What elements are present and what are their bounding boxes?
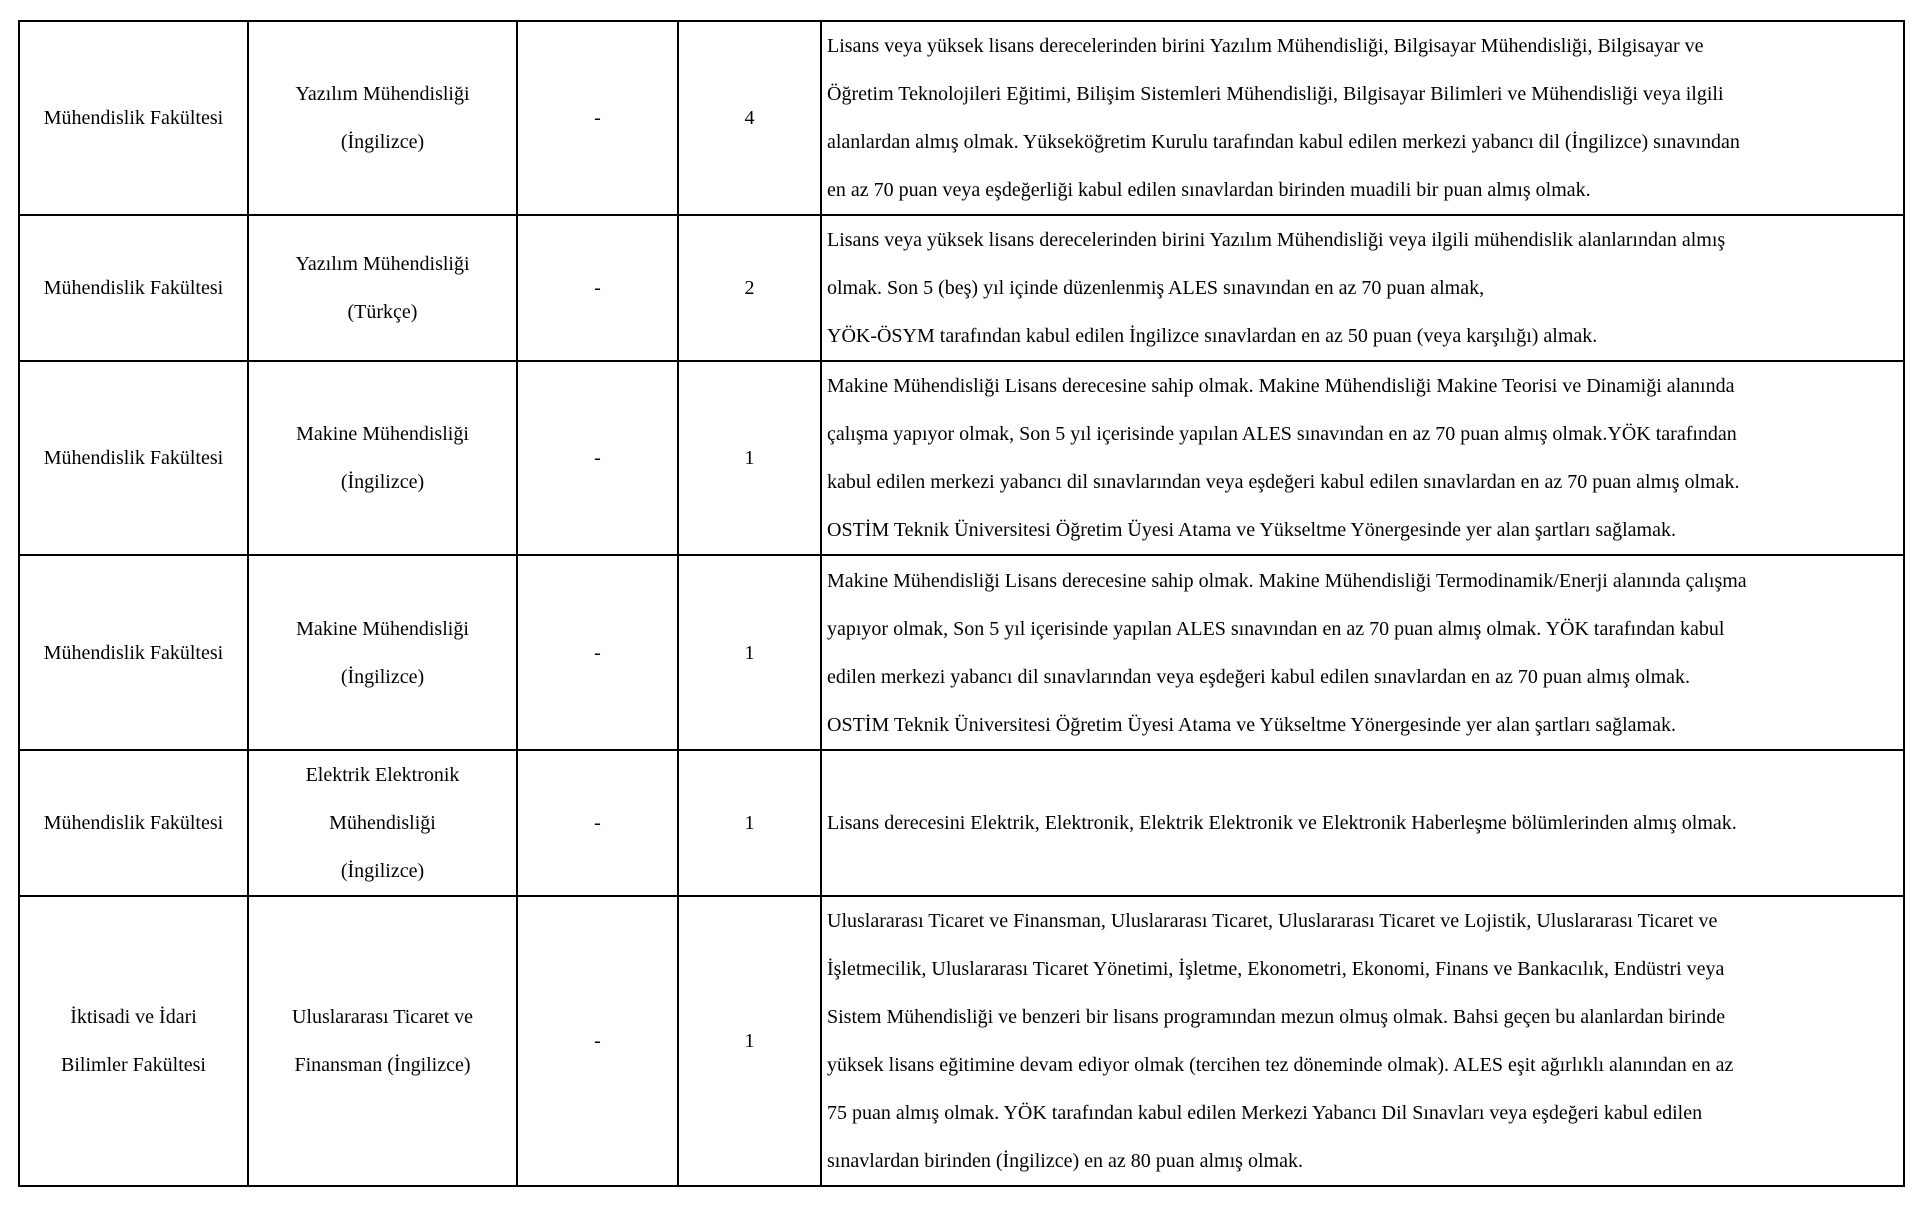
title-cell: - (517, 896, 678, 1186)
requirements-cell (821, 555, 1904, 750)
requirements-cell-line: Sistem Mühendisliği ve benzeri bir lisans programından mezun olmuş olmak. Bahsi geçen bu alanlardan birinde (827, 1006, 1726, 1028)
requirements-cell (821, 750, 1904, 896)
faculty-cell (19, 555, 248, 750)
requirements-cell-line: İşletmecilik, Uluslararası Ticaret Yönetimi, İşletme, Ekonometri, Ekonomi, Finans ve Bankacılık, Endüstri veya (827, 958, 1725, 980)
count-cell: 1 (678, 361, 821, 555)
requirements-cell-line: en az 70 puan veya eşdeğerliği kabul edilen sınavlardan birinden muadili bir puan almış olmak. (827, 179, 1591, 201)
requirements-cell-line: Makine Mühendisliği Lisans derecesine sahip olmak. Makine Mühendisliği Makine Teorisi ve Dinamiği alanında (827, 375, 1735, 397)
requirements-cell-line: alanlardan almış olmak. Yükseköğretim Kurulu tarafından kabul edilen merkezi yabancı dil (İngilizce) sınavından (827, 131, 1740, 153)
department-cell (248, 555, 517, 750)
requirements-cell-line: Öğretim Teknolojileri Eğitimi, Bilişim Sistemleri Mühendisliği, Bilgisayar Bilimleri ve Mühendisliği veya ilgili (827, 83, 1724, 105)
faculty-cell-line: Mühendislik Fakültesi (43, 277, 224, 299)
table-row (19, 215, 1904, 361)
requirements-cell-line: Lisans veya yüksek lisans derecelerinden birini Yazılım Mühendisliği veya ilgili mühendislik alanlarından almış (827, 229, 1726, 251)
faculty-cell (19, 215, 248, 361)
faculty-cell (19, 896, 248, 1186)
count-cell: 1 (678, 750, 821, 896)
requirements-cell (821, 215, 1904, 361)
positions-table (18, 20, 1905, 1187)
department-cell (248, 361, 517, 555)
table-row (19, 896, 1904, 1186)
count-cell: 4 (678, 21, 821, 215)
requirements-cell-line: Uluslararası Ticaret ve Finansman, Uluslararası Ticaret, Uluslararası Ticaret ve Lojistik, Uluslararası Ticaret ve (827, 910, 1718, 932)
department-cell-line: Makine Mühendisliği (296, 423, 469, 445)
requirements-cell-line: YÖK-ÖSYM tarafından kabul edilen İngilizce sınavlardan en az 50 puan (veya karşılığı) almak. (827, 325, 1598, 347)
department-cell (248, 21, 517, 215)
department-cell-line: Makine Mühendisliği (296, 617, 469, 640)
faculty-cell (19, 361, 248, 555)
title-cell: - (517, 21, 678, 215)
title-cell: - (517, 555, 678, 750)
requirements-cell (821, 896, 1904, 1186)
faculty-cell-line: Mühendislik Fakültesi (43, 641, 224, 664)
requirements-cell-line: Lisans veya yüksek lisans derecelerinden birini Yazılım Mühendisliği, Bilgisayar Mühendisliği, Bilgisayar ve (827, 35, 1704, 57)
requirements-cell-line: OSTİM Teknik Üniversitesi Öğretim Üyesi Atama ve Yükseltme Yönergesinde yer alan şartları sağlamak. (827, 519, 1676, 541)
requirements-cell-line: sınavlardan birinden (İngilizce) en az 80 puan almış olmak. (827, 1150, 1303, 1172)
department-cell (248, 750, 517, 896)
table-row (19, 750, 1904, 896)
department-cell-line: Finansman (İngilizce) (294, 1054, 471, 1076)
requirements-cell-line: yapıyor olmak, Son 5 yıl içerisinde yapılan ALES sınavından en az 70 puan almış olmak. YÖK tarafından kabul (827, 617, 1725, 640)
requirements-cell-line: Lisans derecesini Elektrik, Elektronik, Elektrik Elektronik ve Elektronik Haberleşme bölümlerinden almış olmak. (827, 812, 1737, 834)
requirements-cell (821, 361, 1904, 555)
department-cell-line: (İngilizce) (340, 131, 425, 153)
title-cell: - (517, 750, 678, 896)
requirements-cell-line: yüksek lisans eğitimine devam ediyor olmak (tercihen tez döneminde olmak). ALES eşit ağırlıklı alanından en az (827, 1054, 1734, 1076)
department-cell-line: (İngilizce) (340, 665, 425, 688)
faculty-cell-line: Mühendislik Fakültesi (43, 447, 224, 469)
department-cell-line: (Türkçe) (347, 301, 418, 323)
requirements-cell (821, 21, 1904, 215)
requirements-cell-line: çalışma yapıyor olmak, Son 5 yıl içerisinde yapılan ALES sınavından en az 70 puan almış olmak.YÖK tarafından (827, 423, 1737, 445)
table-row (19, 361, 1904, 555)
requirements-cell-line: Makine Mühendisliği Lisans derecesine sahip olmak. Makine Mühendisliği Termodinamik/Enerji alanında çalışma (827, 569, 1747, 592)
requirements-cell-line: olmak. Son 5 (beş) yıl içinde düzenlenmiş ALES sınavından en az 70 puan almak, (827, 277, 1485, 299)
department-cell-line: Yazılım Mühendisliği (295, 253, 470, 275)
faculty-cell-line: Bilimler Fakültesi (61, 1054, 206, 1076)
faculty-cell-line: İktisadi ve İdari (70, 1006, 197, 1028)
count-cell: 1 (678, 555, 821, 750)
count-cell: 1 (678, 896, 821, 1186)
title-cell: - (517, 215, 678, 361)
faculty-cell (19, 21, 248, 215)
department-cell-line: Uluslararası Ticaret ve (291, 1006, 474, 1028)
faculty-cell (19, 750, 248, 896)
department-cell (248, 896, 517, 1186)
requirements-cell-line: kabul edilen merkezi yabancı dil sınavlarından veya eşdeğeri kabul edilen sınavlardan en az 70 puan almış olmak. (827, 471, 1740, 493)
department-cell (248, 215, 517, 361)
department-cell-line: Mühendisliği (329, 812, 436, 834)
requirements-cell-line: OSTİM Teknik Üniversitesi Öğretim Üyesi Atama ve Yükseltme Yönergesinde yer alan şartları sağlamak. (827, 713, 1676, 736)
count-cell: 2 (678, 215, 821, 361)
requirements-cell-line: 75 puan almış olmak. YÖK tarafından kabul edilen Merkezi Yabancı Dil Sınavları veya eşdeğeri kabul edilen (827, 1102, 1703, 1124)
table-row (19, 21, 1904, 215)
department-cell-line: (İngilizce) (340, 860, 425, 882)
department-cell-line: (İngilizce) (340, 471, 425, 493)
title-cell: - (517, 361, 678, 555)
faculty-cell-line: Mühendislik Fakültesi (43, 812, 224, 834)
table-row (19, 555, 1904, 750)
faculty-cell-line: Mühendislik Fakültesi (43, 107, 224, 129)
requirements-cell-line: edilen merkezi yabancı dil sınavlarından veya eşdeğeri kabul edilen sınavlardan en az 70 puan almış olmak. (827, 665, 1691, 688)
department-cell-line: Elektrik Elektronik (305, 764, 460, 786)
department-cell-line: Yazılım Mühendisliği (295, 83, 470, 105)
